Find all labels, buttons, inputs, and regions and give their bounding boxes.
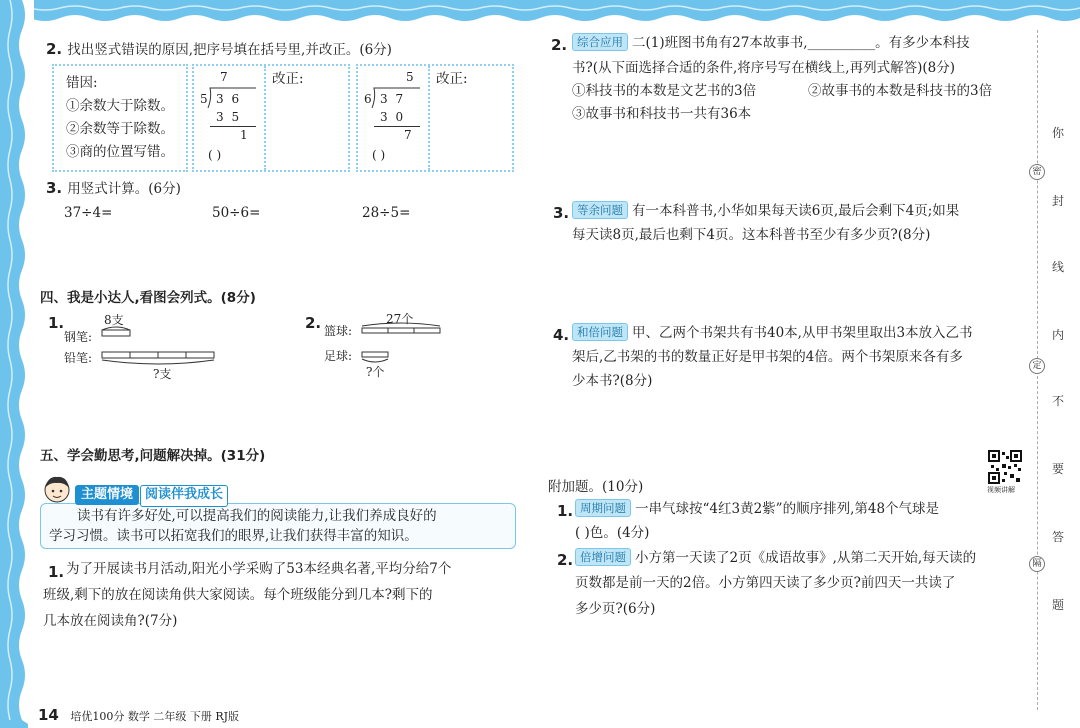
extra-q2-line-1 bbox=[575, 545, 976, 571]
question-number: 3. bbox=[46, 179, 63, 197]
theme-name: 阅读伴我成长 bbox=[140, 485, 228, 507]
reason-3: ③商的位置写错。 bbox=[66, 144, 174, 160]
product: 3 5 bbox=[216, 110, 242, 124]
r-q2-line-1 bbox=[572, 30, 970, 56]
diagram-2-bottom-label: ?个 bbox=[366, 365, 385, 379]
topic-tag: 周期问题 bbox=[575, 499, 631, 517]
diagram-1-segments bbox=[100, 320, 220, 366]
footer-text: 培优100分 数学 二年级 下册 RJ版 bbox=[70, 710, 240, 723]
r-q4-line-2: 架后,乙书架的书的数量正好是甲书架的4倍。两个书架原来各有多 bbox=[572, 349, 963, 365]
division-box-2 bbox=[356, 64, 514, 172]
page-number: 14 bbox=[38, 706, 59, 724]
s5-q1-line-3: 几本放在阅读角?(7分) bbox=[43, 613, 178, 629]
r-q3-line-1-text: 有一本科普书,小华如果每天读6页,最后会剩下4页;如果 bbox=[632, 203, 960, 219]
sidebar-char: 封 bbox=[1052, 194, 1065, 208]
r-q2-number: 2. bbox=[551, 36, 568, 54]
r-q2-option-1: ①科技书的本数是文艺书的3倍 bbox=[572, 83, 757, 99]
fix-label: 改正: bbox=[436, 71, 468, 87]
diagram-2-top-label: 27个 bbox=[386, 312, 414, 326]
section-4-title: 四、我是小达人,看图会列式。(8分) bbox=[40, 290, 256, 306]
extra-q2-number: 2. bbox=[557, 551, 574, 569]
diagram-1-bottom-label: ?支 bbox=[153, 367, 172, 381]
left-wave-border bbox=[0, 0, 28, 728]
s5-q1-number: 1. bbox=[48, 563, 65, 581]
diagram-1-row1-label: 钢笔: bbox=[64, 330, 93, 344]
theme-context-box bbox=[40, 503, 516, 549]
diagram-1-top-label: 8支 bbox=[104, 313, 124, 327]
subtraction-line bbox=[374, 126, 420, 127]
theme-line-2: 学习习惯。读书可以拓宽我们的眼界,让我们获得丰富的知识。 bbox=[49, 528, 418, 544]
topic-tag: 等余问题 bbox=[572, 201, 628, 219]
sidebar-circle-char: 隔 bbox=[1029, 556, 1045, 572]
answer-paren[interactable]: ( ) bbox=[208, 148, 222, 162]
r-q2-line-2: 书?(从下面选择合适的条件,将序号写在横线上,再列式解答)(8分) bbox=[572, 60, 955, 76]
r-q4-line-1 bbox=[572, 320, 973, 346]
box-divider bbox=[264, 66, 266, 170]
r-q4-line-3: 少本书?(8分) bbox=[572, 373, 653, 389]
remainder: 1 bbox=[240, 128, 248, 142]
sidebar-circle-char: 密 bbox=[1029, 164, 1045, 180]
s5-q1-line-1: 为了开展读书月活动,阳光小学采购了53本经典名著,平均分给7个 bbox=[66, 561, 452, 577]
reasons-title: 错因: bbox=[66, 75, 98, 91]
diagram-2-segments bbox=[360, 320, 450, 366]
topic-tag: 倍增问题 bbox=[575, 548, 631, 566]
page-footer bbox=[38, 706, 239, 724]
question-number: 2. bbox=[46, 40, 63, 58]
r-q2-option-3: ③故事书和科技书一共有36本 bbox=[572, 106, 752, 122]
diagram-1-row2-label: 铅笔: bbox=[64, 351, 93, 365]
sidebar-char: 题 bbox=[1052, 598, 1065, 612]
error-reasons-box bbox=[52, 64, 188, 172]
divisor: 6 bbox=[364, 92, 372, 106]
r-q3-line-2: 每天读8页,最后也剩下4页。这本科普书至少有多少页?(8分) bbox=[572, 227, 931, 243]
extra-q1-line-1-text: 一串气球按“4红3黄2紫”的顺序排列,第48个气球是 bbox=[635, 501, 940, 517]
sidebar-char: 你 bbox=[1052, 126, 1065, 140]
sidebar-char: 要 bbox=[1052, 462, 1065, 476]
sidebar-char: 答 bbox=[1052, 530, 1065, 544]
answer-paren[interactable]: ( ) bbox=[372, 148, 386, 162]
fix-label: 改正: bbox=[272, 71, 304, 87]
diagram-2-row2-label: 足球: bbox=[324, 349, 353, 363]
topic-tag: 和倍问题 bbox=[572, 323, 628, 341]
calc-item-2: 50÷6= bbox=[212, 205, 261, 221]
sidebar-char: 线 bbox=[1052, 260, 1065, 274]
r-q2-line-1-text: 二(1)班图书角有27本故事书,__________。有多少本科技 bbox=[632, 35, 970, 51]
product: 3 0 bbox=[380, 110, 406, 124]
topic-tag: 综合应用 bbox=[572, 33, 628, 51]
theme-line-1: 读书有许多好处,可以提高我们的阅读能力,让我们养成良好的 bbox=[77, 508, 437, 524]
dividend: 3 6 bbox=[216, 92, 242, 106]
r-q3-number: 3. bbox=[553, 204, 570, 222]
question-text: 找出竖式错误的原因,把序号填在括号里,并改正。(6分) bbox=[67, 42, 392, 58]
divisor: 5 bbox=[200, 92, 208, 106]
diagram-1-number: 1. bbox=[48, 314, 65, 332]
extra-q1-line-2: ( )色。(4分) bbox=[575, 525, 650, 541]
r-q4-line-1-text: 甲、乙两个书架共有书40本,从甲书架里取出3本放入乙书 bbox=[632, 325, 973, 341]
r-q3-line-1 bbox=[572, 198, 959, 224]
extra-q2-line-3: 多少页?(6分) bbox=[575, 601, 656, 617]
calc-item-3: 28÷5= bbox=[362, 205, 411, 221]
sidebar-char: 内 bbox=[1052, 328, 1065, 342]
quotient: 5 bbox=[406, 70, 414, 84]
calc-item-1: 37÷4= bbox=[64, 205, 113, 221]
diagram-2-number: 2. bbox=[305, 314, 322, 332]
remainder: 7 bbox=[404, 128, 412, 142]
subtraction-line bbox=[210, 126, 256, 127]
theme-tag: 主题情境 bbox=[75, 485, 139, 505]
r-q2-option-2: ②故事书的本数是科技书的3倍 bbox=[808, 83, 993, 99]
student-avatar-icon bbox=[40, 472, 74, 506]
extra-q2-line-2: 页数都是前一天的2倍。小方第四天读了多少页?前四天一共读了 bbox=[575, 575, 956, 591]
extra-title: 附加题。(10分) bbox=[548, 479, 644, 495]
diagram-2-row1-label: 篮球: bbox=[324, 324, 353, 338]
extra-q1-number: 1. bbox=[557, 502, 574, 520]
section-5-title: 五、学会勤思考,问题解决掉。(31分) bbox=[40, 448, 266, 464]
s5-q1-line-2: 班级,剩下的放在阅读角供大家阅读。每个班级能分到几本?剩下的 bbox=[43, 587, 433, 603]
extra-q2-line-1-text: 小方第一天读了2页《成语故事》,从第二天开始,每天读的 bbox=[635, 550, 977, 566]
reason-1: ①余数大于除数。 bbox=[66, 98, 174, 114]
quotient: 7 bbox=[220, 70, 228, 84]
question-text: 用竖式计算。(6分) bbox=[67, 181, 181, 197]
division-box-1 bbox=[192, 64, 350, 172]
top-wave-border bbox=[0, 0, 1080, 22]
r-q4-number: 4. bbox=[553, 326, 570, 344]
reason-2: ②余数等于除数。 bbox=[66, 121, 174, 137]
left-q3-header bbox=[46, 176, 181, 202]
box-divider bbox=[428, 66, 430, 170]
qr-code-icon[interactable] bbox=[988, 450, 1022, 484]
dividend: 3 7 bbox=[380, 92, 406, 106]
sidebar-circle-char: 定 bbox=[1029, 358, 1045, 374]
extra-q1-line-1 bbox=[575, 496, 939, 522]
left-q2-header bbox=[46, 37, 392, 63]
sidebar-char: 不 bbox=[1052, 394, 1065, 408]
qr-label: 视频讲解 bbox=[987, 486, 1015, 494]
